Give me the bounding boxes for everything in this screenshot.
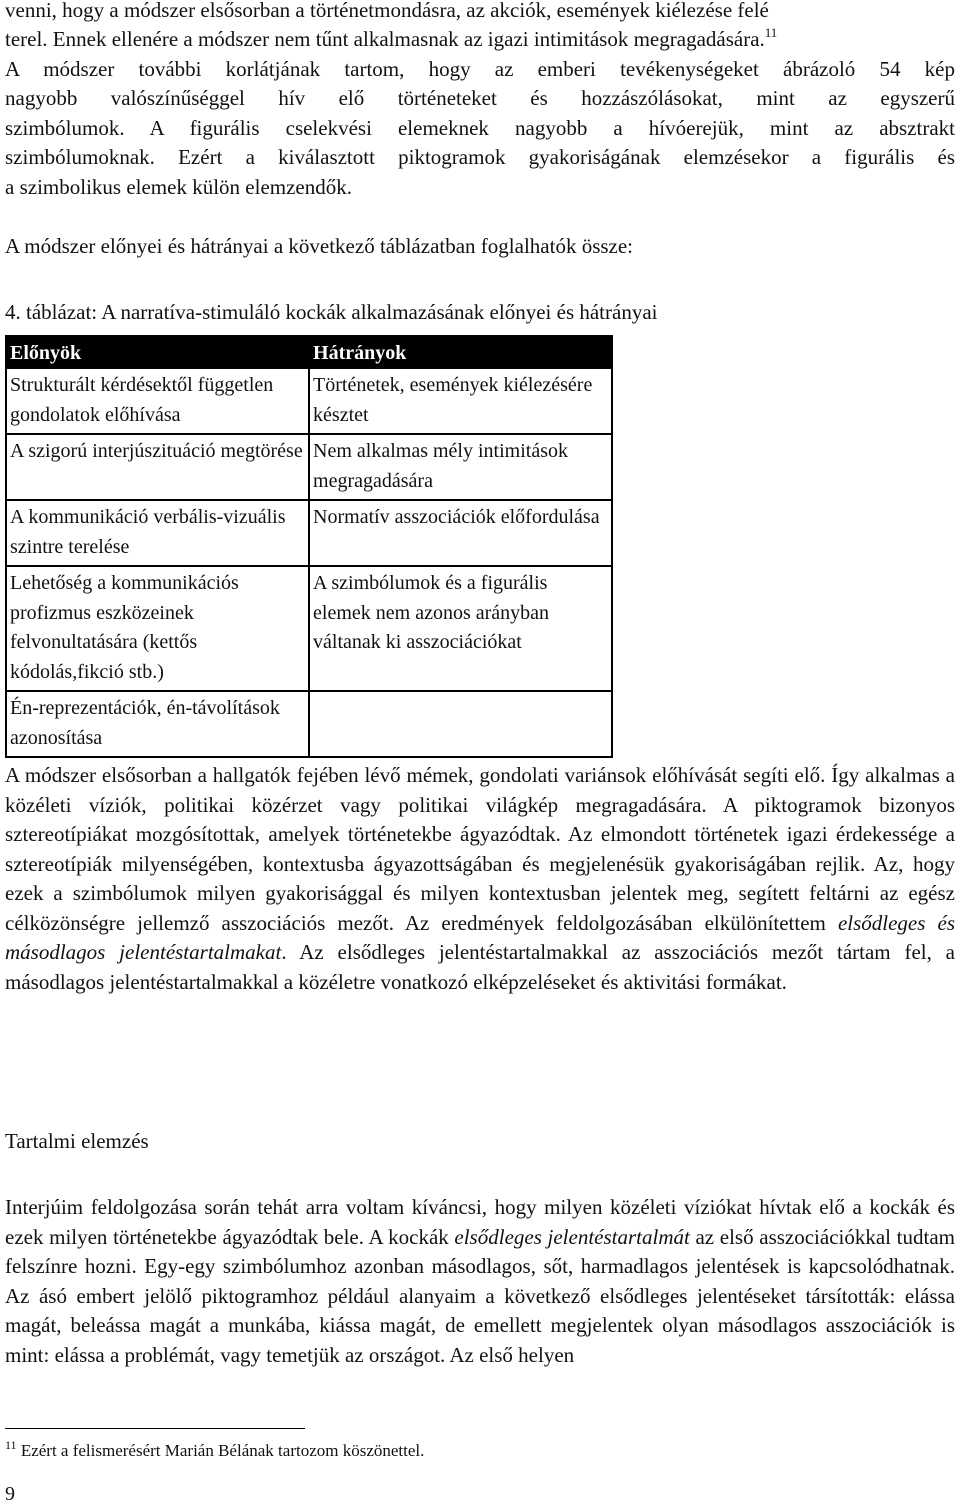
table-cell-disadvantage: Történetek, események kiélezésére késztet [309,368,612,434]
paragraph-1-line-7: a szimbolikus elemek külön elemzendők. [5,175,352,199]
paragraph-1-line-3: A módszer további korlátjának tartom, hogy az emberi tevékenységeket ábrázoló 54 kép [5,57,955,81]
table-intro-sentence: A módszer előnyei és hátrányai a következő táblázatban foglalhatók össze: [5,234,634,258]
table-cell-disadvantage: Nem alkalmas mély intimitások megragadására [309,434,612,500]
table-caption: 4. táblázat: A narratíva-stimuláló kockák alkalmazásának előnyei és hátrányai [5,300,658,324]
paragraph-2 [5,761,955,997]
table-row [6,691,612,757]
table-cell-disadvantage [309,691,612,757]
table-cell-advantage: A kommunikáció verbális-vizuális szintre terelése [6,500,309,566]
footnote-reference[interactable]: 11 [764,25,778,40]
paragraph-1-line-1: venni, hogy a módszer elsősorban a történetmondásra, az akciók, események kiélezése felé [5,0,769,22]
table-row [6,368,612,434]
footnote-text: Ezért a felismerésért Marián Bélának tartozom köszönettel. [20,1441,425,1460]
paragraph-1-line-2-text: terel. Ennek ellenére a módszer nem tűnt alkalmasnak az igazi intimitások megragadására. [5,27,765,51]
table-header-row [6,336,612,368]
table-row [6,434,612,500]
section-heading: Tartalmi elemzés [5,1129,149,1153]
page-number: 9 [5,1483,15,1505]
table-row [6,500,612,566]
paragraph-1-line-6: szimbólumoknak. Ezért a kiválasztott piktogramok gyakoriságának elemzésekor a figurális és [5,145,955,169]
table-header-disadvantages: Hátrányok [309,336,612,368]
table-cell-advantage: Strukturált kérdésektől független gondolatok előhívása [6,368,309,434]
paragraph-1-line-2 [5,25,955,55]
table-cell-advantage: Lehetőség a kommunikációs profizmus eszközeinek felvonultatására (kettős kódolás,fikció stb.) [6,566,309,691]
advantages-disadvantages-table [5,335,613,758]
paragraph-2-emphasis: elsődleges és másodlagos jelentéstartalmakat [5,910,955,964]
table-row [6,566,612,691]
table-cell-advantage: Én-reprezentációk, én-távolítások azonosítása [6,691,309,757]
paragraph-3-emphasis: elsődleges jelentéstartalmát [454,1224,690,1249]
paragraph-2-text-b: . Az elsődleges jelentéstartalmakkal az asszociációs mezőt tártam fel, a másodlagos jelentéstartalmakkal a közéletre vonatkozó elképzeléseket és aktivitási formákat. [5,940,955,994]
footnote [5,1440,424,1462]
footnote-number: 11 [5,1438,17,1452]
paragraph-3-text-a: Interjúim feldolgozása során tehát arra voltam kíváncsi, hogy milyen közéleti víziókat hívtak elő a kockák és ezek milyen történetekbe ágyazódtak bele. A kockák [5,1195,955,1249]
paragraph-1-line-4: nagyobb valószínűséggel hív elő történeteket és hozzászólásokat, mint az egyszerű [5,86,955,110]
table-cell-advantage: A szigorú interjúszituáció megtörése [6,434,309,500]
table-cell-disadvantage: Normatív asszociációk előfordulása [309,500,612,566]
paragraph-3-text-b: az első asszociációkkal tudtam felszínre hozni. Egy-egy szimbólumhoz azonban másodlagos, sőt, harmadlagos jelentések is kapcsolódhatnak. Az ásó embert jelölő piktogramhoz például alanyaim a következő elsődleges jelentéseket társították: elássa magát, beleássa magát a munkába, kiássa magát, de emellett megjelentek olyan másodlagos asszociációk is mint: elássa a problémát, vagy temetjük az országot. Az első helyen [5,1224,955,1367]
paragraph-1-line-5: szimbólumok. A figurális cselekvési elemeknek nagyobb a hívóerejük, mint az absztrakt [5,116,955,140]
paragraph-2-text-a: A módszer elsősorban a hallgatók fejében lévő mémek, gondolati variánsok előhívását segíti elő. Így alkalmas a közéleti víziók, politikai közérzet vagy politikai világkép megragadására. A piktogramok bizonyos sztereotípiákat mozgósítottak, amelyek történetekbe ágyazódtak. Az elmondott történetek igazi érdekessége a sztereotípiák milyenségében, kontextusba ágyazottságában és megjelenésük gyakoriságában rejlik. Az, hogy ezek a szimbólumok milyen gyakorisággal és milyen kontextusban jelentek meg, segített feltárni az egész célközönségre jellemző asszociációs mezőt. Az eredmények feldolgozásában elkülönítettem [5,763,955,935]
footnote-divider [5,1428,305,1429]
paragraph-3 [5,1193,955,1370]
table-cell-disadvantage: A szimbólumok és a figurális elemek nem azonos arányban váltanak ki asszociációkat [309,566,612,691]
table-header-advantages: Előnyök [6,336,309,368]
